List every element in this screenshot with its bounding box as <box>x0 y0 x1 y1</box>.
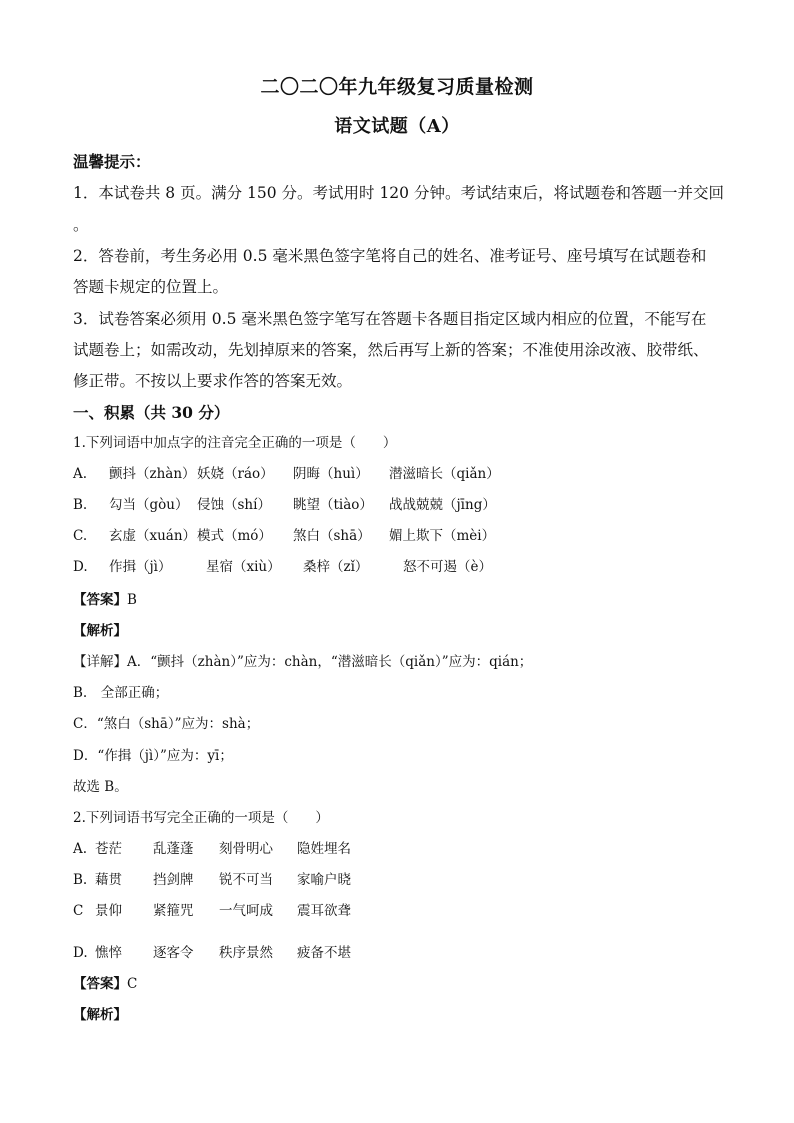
analysis-label: 【解析】 <box>73 1007 127 1023</box>
answer-line: 【答案】C <box>73 976 138 992</box>
option-row: C 景仰 紧箍咒 一气呵成 震耳欲聋 <box>73 903 351 919</box>
question-stem: 2.下列词语书写完全正确的一项是（ ） <box>73 810 329 826</box>
option-row: B. 勾当（gòu） 侵蚀（shí） 眺望（tiào） 战战兢兢（jīng） <box>73 497 496 513</box>
notice-line: 试题卷上；如需改动，先划掉原来的答案，然后再写上新的答案；不准使用涂改液、胶带纸、 <box>73 341 709 359</box>
notice-line: 答题卡规定的位置上。 <box>73 278 229 296</box>
option-row: D. 作揖（jì） 星宿（xiù） 桑梓（zǐ） 怒不可遏（è） <box>73 559 492 575</box>
answer-line: 【答案】B <box>73 592 137 608</box>
question-stem: 1.下列词语中加点字的注音完全正确的一项是（ ） <box>73 435 397 451</box>
notice-line: 3．试卷答案必须用 0.5 毫米黑色签字笔写在答题卡各题目指定区域内相应的位置，不能写在 <box>73 310 707 328</box>
option-row: A. 颤抖（zhàn）妖娆（ráo） 阴晦（huì） 潜滋暗长（qiǎn） <box>73 466 500 482</box>
option-row: D. 憔悴 逐客令 秩序景然 疲备不堪 <box>73 945 351 961</box>
analysis-detail: B. 全部正确； <box>73 685 169 701</box>
analysis-label: 【解析】 <box>73 623 127 639</box>
option-row: A. 苍茫 乱蓬蓬 刻骨明心 隐姓埋名 <box>73 841 351 857</box>
notice-line: 修正带。不按以上要求作答的答案无效。 <box>73 372 353 390</box>
notice-heading: 温馨提示： <box>73 152 151 171</box>
analysis-detail: D．“作揖（jì）”应为：yī； <box>73 748 233 764</box>
option-row: C. 玄虚（xuán）模式（mó） 煞白（shā） 媚上欺下（mèi） <box>73 528 496 544</box>
analysis-detail: 故选 B。 <box>73 779 128 795</box>
section-heading: 一、积累（共 30 分） <box>73 403 230 422</box>
exam-subtitle: 语文试题（A） <box>334 116 460 137</box>
analysis-detail: 【详解】A．“颤抖（zhàn）”应为：chàn，“潜滋暗长（qiǎn）”应为：qián； <box>73 654 533 670</box>
option-row: B. 藉贯 挡剑牌 锐不可当 家喻户晓 <box>73 872 351 888</box>
notice-line: 1．本试卷共 8 页。满分 150 分。考试用时 120 分钟。考试结束后，将试题卷和答题一并交回 <box>73 184 724 202</box>
notice-line: 。 <box>73 216 89 234</box>
notice-line: 2．答卷前，考生务必用 0.5 毫米黑色签字笔将自己的姓名、准考证号、座号填写在试题卷和 <box>73 247 707 265</box>
analysis-detail: C．“煞白（shā）”应为：shà； <box>73 716 260 732</box>
exam-title: 二〇二〇年九年级复习质量检测 <box>260 76 534 98</box>
